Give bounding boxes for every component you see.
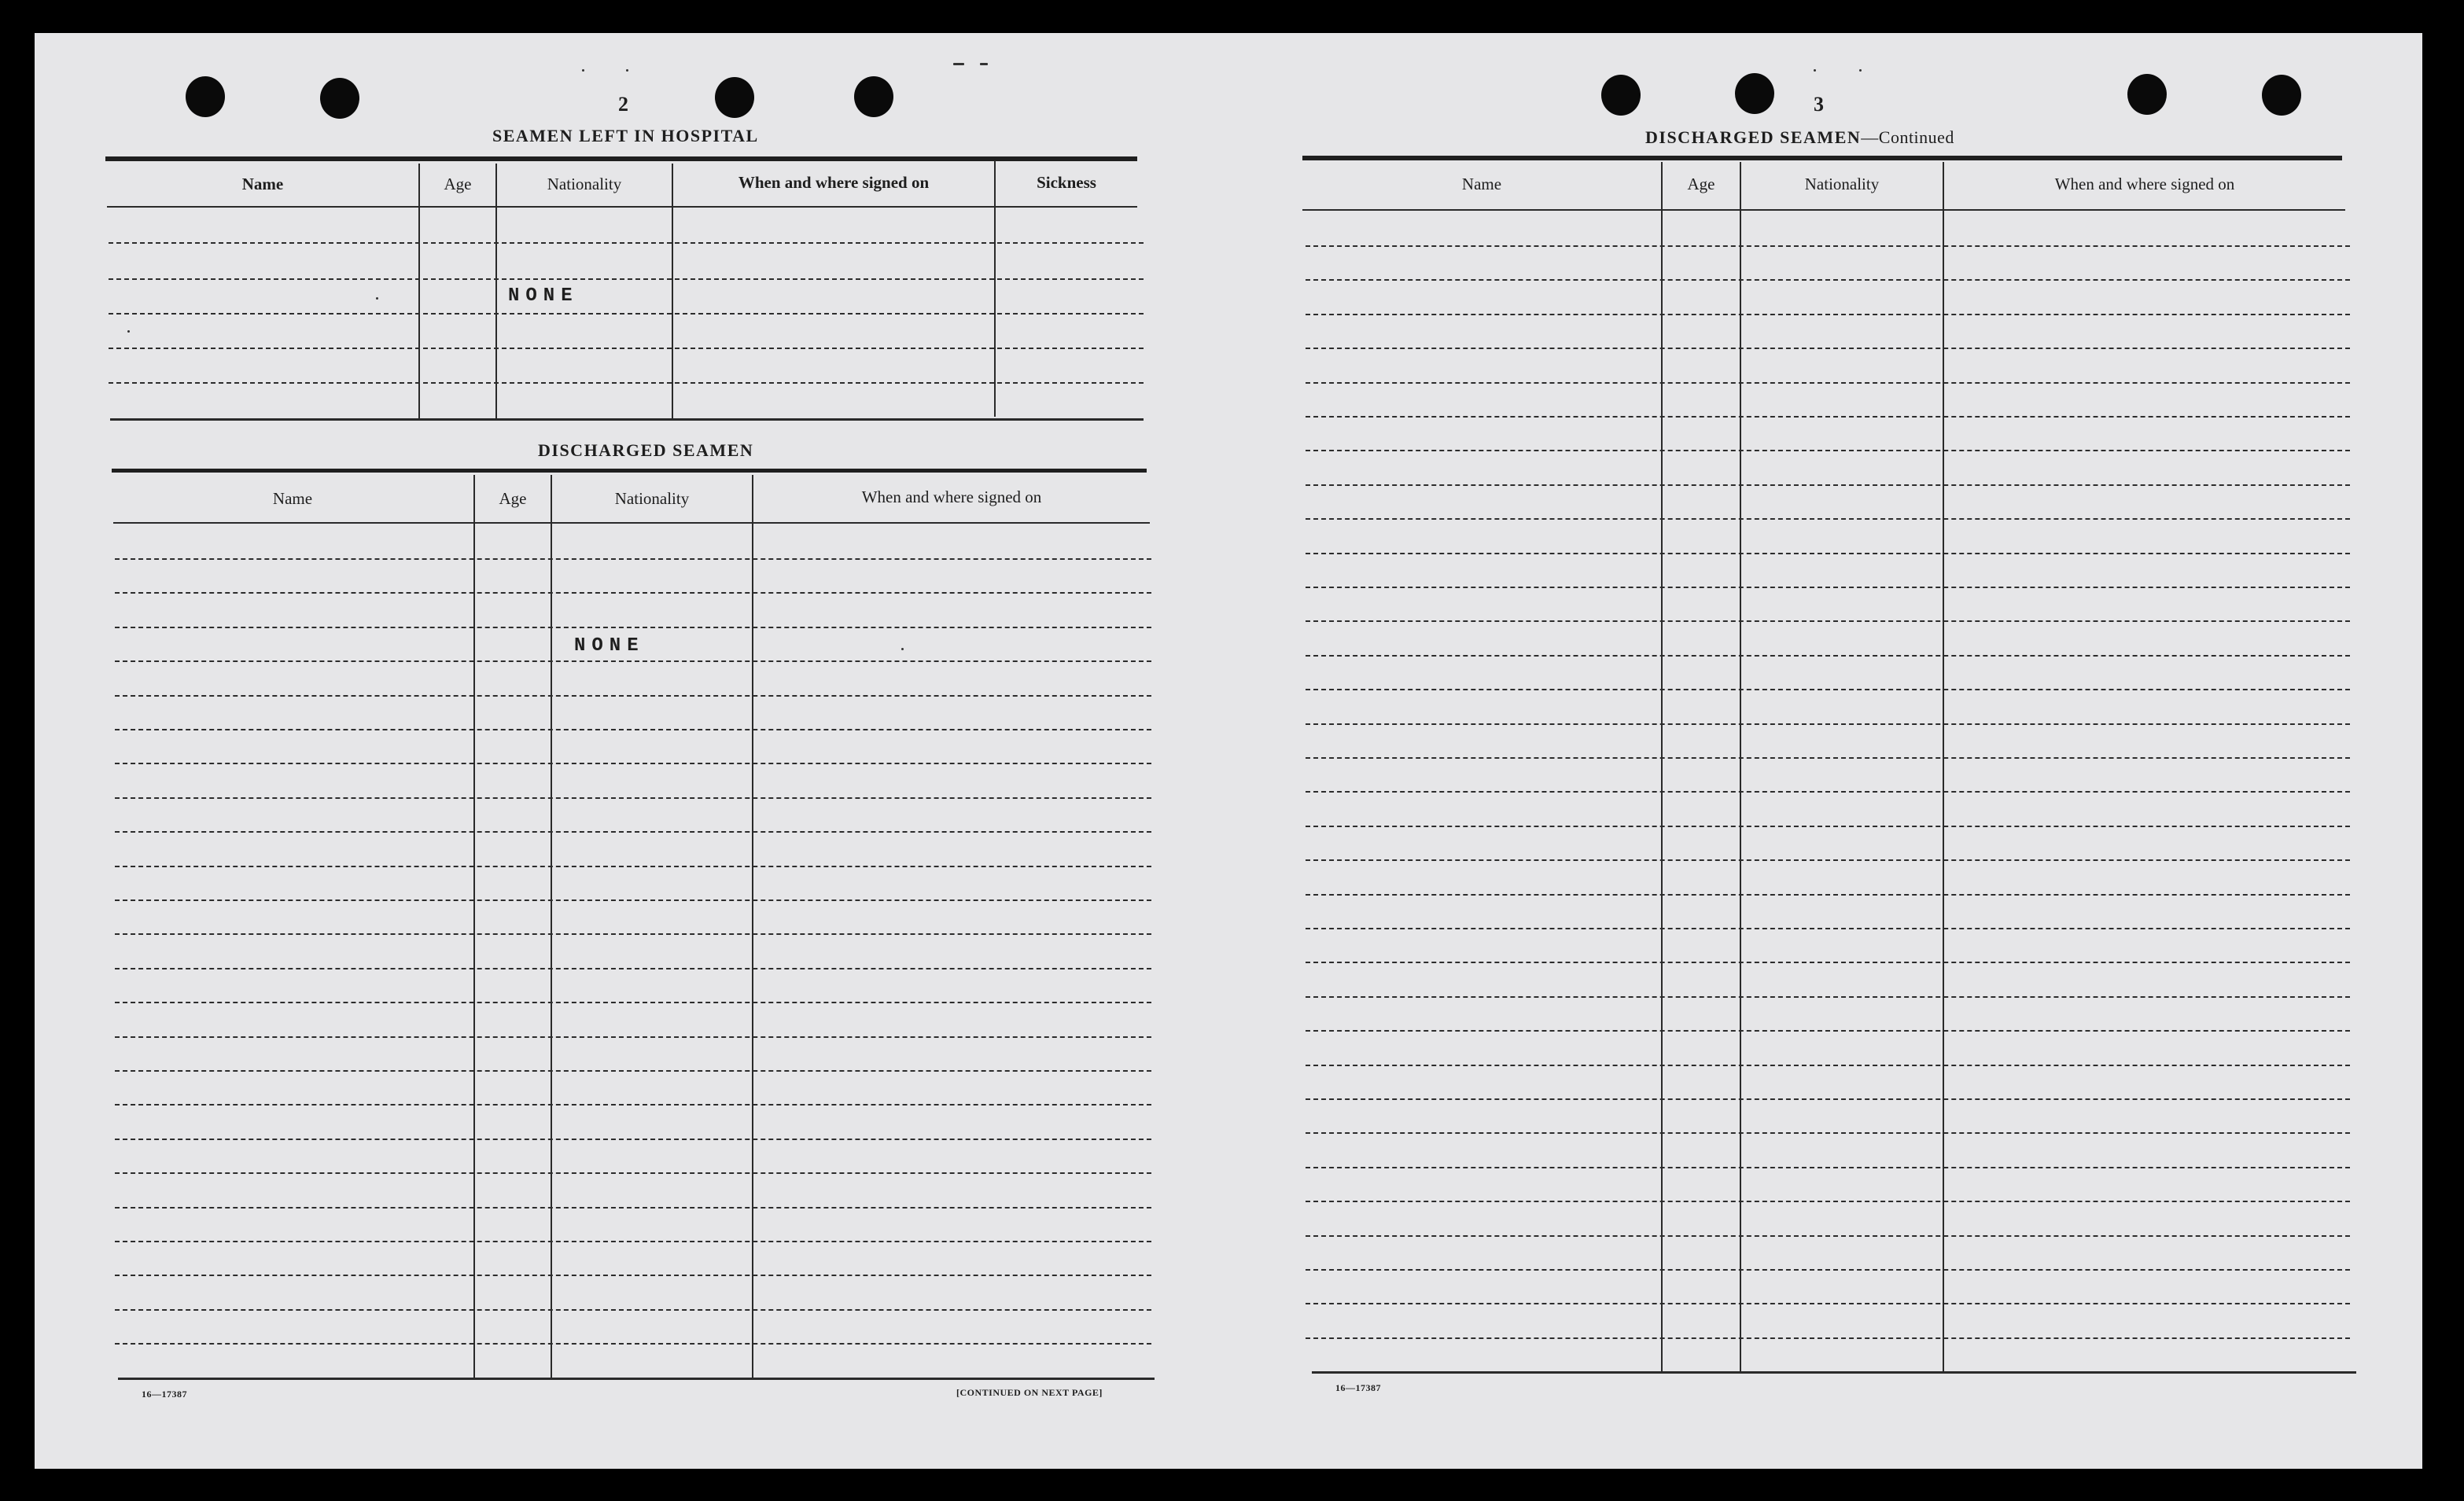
ruled-row-line (115, 627, 1151, 628)
paper-speck (901, 648, 904, 650)
punch-hole (1601, 75, 1641, 116)
ruled-row-line (1306, 826, 2350, 827)
ruled-row-line (1306, 245, 2350, 247)
discharged-table-bottom-rule (118, 1378, 1155, 1380)
ruled-row-line (1306, 723, 2350, 725)
right-col-signed-on: When and where signed on (2054, 174, 2235, 193)
page-number-left: 2 (618, 93, 629, 116)
hospital-row-line (109, 313, 1144, 315)
hospital-table-top-rule (105, 156, 1137, 161)
punch-hole (715, 77, 754, 118)
ruled-row-line (115, 695, 1151, 697)
punch-hole (1735, 73, 1774, 114)
hospital-row-line (109, 278, 1144, 280)
ruled-row-line (1306, 655, 2350, 657)
ruled-row-line (115, 1139, 1151, 1140)
punch-hole (854, 76, 893, 117)
hospital-col-name: Name (241, 174, 284, 193)
document-sheet (35, 33, 2422, 1469)
ruled-row-line (1306, 791, 2350, 793)
hospital-col-age: Age (444, 174, 472, 193)
ruled-row-line (115, 558, 1151, 560)
discharged-col-divider (473, 475, 475, 1379)
ruled-row-line (115, 592, 1151, 594)
ruled-row-line (115, 1172, 1151, 1174)
ruled-row-line (1306, 416, 2350, 418)
ruled-row-line (115, 1070, 1151, 1072)
form-number-left: 16—17387 (142, 1389, 187, 1400)
punch-hole (320, 78, 359, 119)
ruled-row-line (1306, 518, 2350, 520)
hospital-row-line (109, 242, 1144, 244)
ruled-row-line (1306, 757, 2350, 759)
discharged-col-divider (551, 475, 552, 1379)
discharged-col-age: Age (499, 488, 527, 508)
hospital-col-divider (418, 164, 420, 418)
hospital-header-rule (107, 206, 1137, 208)
punch-hole (2262, 75, 2301, 116)
ruled-row-line (115, 1207, 1151, 1209)
hospital-col-divider (495, 164, 497, 418)
hospital-col-divider (994, 160, 996, 417)
ruled-row-line (115, 1002, 1151, 1003)
ruled-row-line (1306, 1303, 2350, 1304)
right-col-divider (1943, 162, 1944, 1373)
ruled-row-line (1306, 279, 2350, 281)
discharged-header-rule (113, 522, 1150, 524)
ruled-row-line (1306, 348, 2350, 349)
discharged-table-title: DISCHARGED SEAMEN (538, 440, 754, 460)
ruled-row-line (115, 797, 1151, 799)
form-number-right: 16—17387 (1335, 1382, 1381, 1393)
hospital-row-line (109, 348, 1144, 349)
ruled-row-line (1306, 1235, 2350, 1237)
paper-speck (626, 69, 628, 72)
ruled-row-line (1306, 1269, 2350, 1271)
ruled-row-line (1306, 450, 2350, 451)
ruled-row-line (1306, 1098, 2350, 1100)
hospital-col-signed-on: When and where signed on (738, 172, 930, 192)
ruled-row-line (1306, 314, 2350, 315)
discharged-entry-none: NONE (574, 635, 645, 657)
ruled-row-line (115, 660, 1151, 662)
paper-speck (1859, 69, 1862, 72)
paper-speck (127, 330, 130, 333)
discharged-continued-title-main: DISCHARGED SEAMEN (1645, 127, 1862, 147)
ruled-row-line (1306, 996, 2350, 998)
ruled-row-line (115, 1104, 1151, 1106)
ruled-row-line (1306, 382, 2350, 384)
ruled-row-line (115, 1343, 1151, 1345)
discharged-col-name: Name (272, 488, 313, 508)
hospital-table-title: SEAMEN LEFT IN HOSPITAL (492, 126, 759, 145)
ruled-row-line (115, 866, 1151, 867)
ruled-row-line (1306, 962, 2350, 963)
ruled-row-line (115, 1309, 1151, 1311)
paper-speck (582, 69, 584, 72)
ruled-row-line (1306, 1065, 2350, 1066)
ruled-row-line (115, 933, 1151, 935)
ruled-row-line (1306, 1167, 2350, 1168)
ruled-row-line (115, 1275, 1151, 1276)
right-header-rule (1302, 209, 2345, 211)
ruled-row-line (1306, 928, 2350, 929)
page-number-right: 3 (1814, 93, 1825, 116)
discharged-table-top-rule (112, 469, 1147, 473)
ruled-row-line (1306, 1030, 2350, 1032)
ruled-row-line (115, 831, 1151, 833)
ruled-row-line (115, 1036, 1151, 1038)
ruled-row-line (1306, 553, 2350, 554)
ruled-row-line (1306, 894, 2350, 896)
hospital-col-nationality: Nationality (547, 174, 622, 193)
ruled-row-line (1306, 1132, 2350, 1134)
right-col-divider (1661, 162, 1663, 1373)
ruled-row-line (1306, 1201, 2350, 1202)
ruled-row-line (1306, 1337, 2350, 1339)
continued-note: [CONTINUED ON NEXT PAGE] (956, 1387, 1103, 1398)
paper-speck (376, 297, 378, 300)
ruled-row-line (1306, 859, 2350, 861)
right-col-nationality: Nationality (1804, 174, 1880, 193)
discharged-continued-title-suffix: —Continued (1861, 127, 1954, 147)
punch-hole (2127, 74, 2167, 115)
hospital-row-line (109, 382, 1144, 384)
discharged-col-divider (752, 475, 753, 1379)
hospital-table-bottom-rule (110, 418, 1144, 421)
hospital-col-divider (672, 164, 673, 418)
ruled-row-line (1306, 587, 2350, 588)
right-col-divider (1740, 162, 1741, 1373)
right-col-age: Age (1687, 174, 1715, 193)
right-table-top-rule (1302, 156, 2342, 160)
hospital-col-sickness: Sickness (1037, 172, 1096, 192)
right-col-name: Name (1461, 174, 1502, 193)
paper-speck (980, 63, 988, 65)
ruled-row-line (115, 1241, 1151, 1242)
ruled-row-line (115, 729, 1151, 730)
ruled-row-line (1306, 620, 2350, 622)
ruled-row-line (115, 763, 1151, 764)
hospital-entry-none: NONE (508, 285, 579, 307)
discharged-col-signed-on: When and where signed on (861, 487, 1042, 506)
right-table-bottom-rule (1312, 1371, 2356, 1374)
paper-speck (1814, 69, 1816, 72)
discharged-col-nationality: Nationality (614, 488, 690, 508)
ruled-row-line (1306, 689, 2350, 690)
ruled-row-line (115, 968, 1151, 969)
paper-speck (953, 63, 964, 65)
ruled-row-line (115, 899, 1151, 901)
discharged-continued-title (1645, 127, 1954, 148)
ruled-row-line (1306, 484, 2350, 486)
punch-hole (186, 76, 225, 117)
